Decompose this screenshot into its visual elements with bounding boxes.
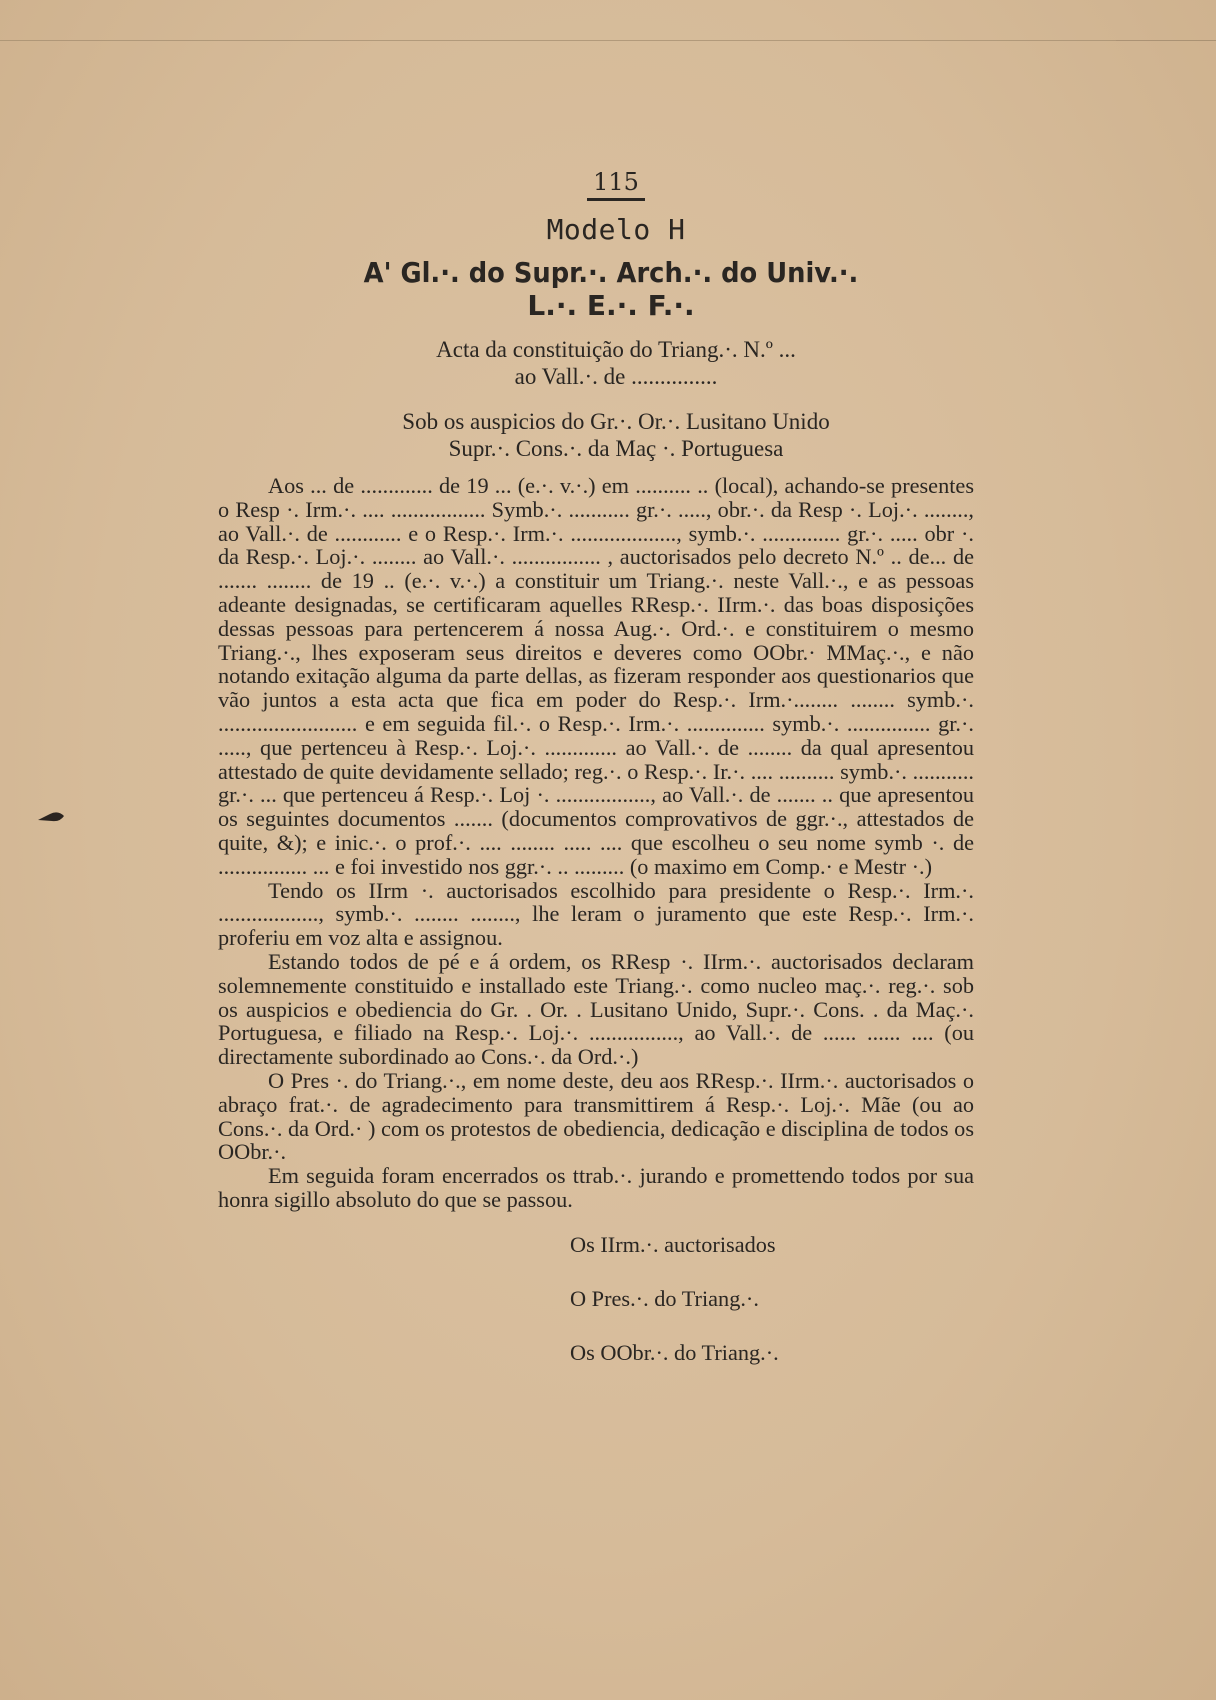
page-number: 115 <box>258 168 974 201</box>
page-fold <box>1116 0 1216 41</box>
signature-line: Os OObr.·. do Triang.·. <box>570 1339 779 1365</box>
body-paragraph: Tendo os IIrm ·. auctorisados escolhido para presidente o Resp.·. Irm.·. .................., symb.·. ........ ........, lhe leram o juramento que este Resp.·. Irm.·. proferiu em voz alta e assignou. <box>218 877 974 951</box>
act-body <box>218 474 974 1212</box>
body-paragraph: O Pres ·. do Triang.·., em nome deste, deu aos RResp.·. IIrm.·. auctorisados o abraço frat.·. de agradecimento para transmittirem á Resp.·. Loj.·. Mãe (ou ao Cons.·. da Ord.· ) com os protestos de obediencia, dedicação e disciplina de todos os OObr.·. <box>218 1067 974 1165</box>
page-edge-line <box>0 40 1216 41</box>
body-paragraph: Aos ... de ............. de 19 ... (e.·. v.·.) em .......... .. (local), achando-se presentes o Resp ·. Irm.·. .... ................. Symb.·. ........... gr.·. ....., obr.·. da Resp ·. Loj.·. ........, ao Vall.·. de ............ e o Resp.·. Irm.·. ..................., symb.·. .............. gr.·. ..... obr ·. da Resp.·. Loj.·. ........ ao Vall.·. ................ , auctorisados pelo decreto N.º .. de... de ....... ........ de 19 .. (e.·. v.·.) a constituir um Triang.·. neste Vall.·., e as pessoas adeante designadas, se certificaram aquelles RResp.·. IIrm.·. das boas disposições dessas pessoas para pertencerem á nossa Aug.·. Ord.·. e constituirem o mesmo Triang.·., lhes exposeram seus direitos e deveres como OObr.· MMaç.·., e não notando exitação alguma da parte dellas, as fizeram responder aos questionarios que vão juntos a esta acta que fica em poder do Resp.·. Irm.·........ ........ symb.·. ......................... e em seguida fil.·. o Resp.·. Irm.·. .............. symb.·. ............... gr.·. ....., que pertenceu à Resp.·. Loj.·. ............. ao Vall.·. de ........ da qual apresentou attestado de quite devidamente sellado; reg.·. o Resp.·. Ir.·. .... .......... symb.·. ........... gr.·. ... que pertenceu á Resp.·. Loj ·. ................., ao Vall.·. de ....... .. que apresentou os seguintes documentos ....... (documentos comprovativos de ggr.·., attestados de quite, &); e inic.·. o prof.·. .... ........ ..... .... que escolheu o seu nome symb ·. de ................ ... e foi investido nos ggr.·. .. ......... (o maximo em Comp.· e Mestr ·.) <box>218 473 974 879</box>
signature-line: Os IIrm.·. auctorisados <box>570 1231 776 1257</box>
motto-heading: L.·. E.·. F.·. <box>527 289 695 322</box>
signature-line: O Pres.·. do Triang.·. <box>570 1285 759 1311</box>
model-title: Modelo H <box>546 213 686 246</box>
auspices-line: Supr.·. Cons.·. da Maç ·. Portuguesa <box>448 436 784 461</box>
act-heading <box>258 336 974 390</box>
act-heading-line: Acta da constituição do Triang.·. N.º ... <box>436 337 796 362</box>
invocation-heading: A' Gl.·. do Supr.·. Arch.·. do Univ.·. <box>363 256 859 289</box>
act-heading-line: ao Vall.·. de ............... <box>514 364 718 389</box>
body-paragraph: Estando todos de pé e á ordem, os RResp ·. IIrm.·. auctorisados declaram solemnemente constituido e installado este Triang.·. como nucleo maç.·. reg.·. sob os auspicios e obediencia do Gr. . Or. . Lusitano Unido, Supr.·. Cons. . da Maç.·. Portuguesa, e filiado na Resp.·. Loj.·. ................, ao Vall.·. de ...... ...... .... (ou directamente subordinado ao Cons.·. da Ord.·.) <box>218 948 974 1070</box>
auspices-heading <box>258 408 974 462</box>
body-paragraph: Em seguida foram encerrados os ttrab.·. jurando e promettendo todos por sua honra sigillo absoluto do que se passou. <box>218 1163 974 1212</box>
ink-blot-mark <box>36 808 70 828</box>
auspices-line: Sob os auspicios do Gr.·. Or.·. Lusitano Unido <box>402 409 830 434</box>
document-page <box>218 168 974 1366</box>
